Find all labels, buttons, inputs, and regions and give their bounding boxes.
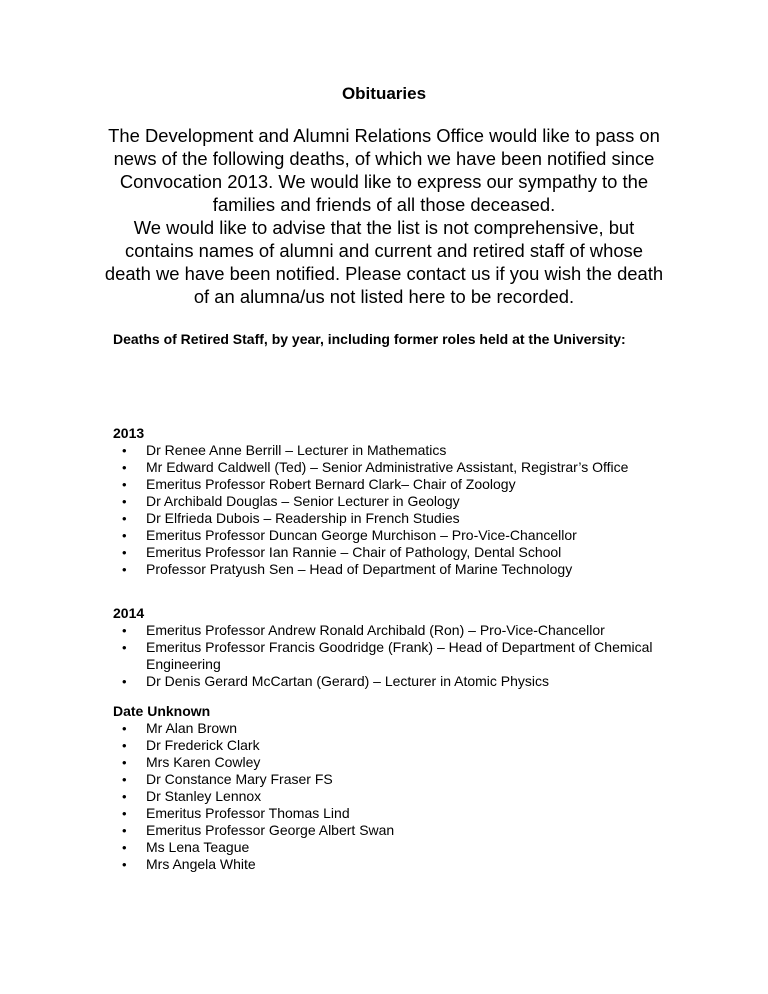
obituary-list (113, 720, 673, 873)
year-group-2014 (113, 605, 673, 690)
list-item: • Emeritus Professor Robert Bernard Clark– Chair of Zoology (113, 476, 656, 493)
list-item: • Dr Denis Gerard McCartan (Gerard) – Lecturer in Atomic Physics (113, 673, 656, 690)
year-heading: Date Unknown (113, 703, 211, 719)
year-group-date-unknown (113, 703, 673, 873)
obituary-list (113, 442, 673, 578)
obituary-list (113, 622, 673, 690)
list-item: • Dr Stanley Lennox (113, 788, 656, 805)
intro-paragraph: The Development and Alumni Relations Office would like to pass on news of the following deaths, of which we have been notified since Convocation 2013. We would like to express our sympathy to the families and friends of all those deceased. (108, 125, 660, 215)
list-item: • Dr Elfrieda Dubois – Readership in French Studies (113, 510, 656, 527)
year-heading: 2014 (113, 605, 145, 621)
list-item: • Dr Renee Anne Berrill – Lecturer in Mathematics (113, 442, 656, 459)
list-item: • Mr Edward Caldwell (Ted) – Senior Administrative Assistant, Registrar’s Office (113, 459, 656, 476)
list-item: • Dr Constance Mary Fraser FS (113, 771, 656, 788)
list-item: • Dr Archibald Douglas – Senior Lecturer in Geology (113, 493, 656, 510)
list-item: • Emeritus Professor George Albert Swan (113, 822, 656, 839)
list-item: • Dr Frederick Clark (113, 737, 656, 754)
section-heading: Deaths of Retired Staff, by year, including former roles held at the University: (113, 331, 626, 347)
year-group-2013 (113, 425, 673, 578)
list-item: • Emeritus Professor Ian Rannie – Chair of Pathology, Dental School (113, 544, 656, 561)
list-item: • Emeritus Professor Thomas Lind (113, 805, 656, 822)
page-title: Obituaries (341, 84, 427, 103)
year-heading: 2013 (113, 425, 145, 441)
list-item: • Emeritus Professor Andrew Ronald Archibald (Ron) – Pro-Vice-Chancellor (113, 622, 656, 639)
list-item: • Emeritus Professor Duncan George Murchison – Pro-Vice-Chancellor (113, 527, 656, 544)
list-item: • Mrs Karen Cowley (113, 754, 656, 771)
advisory-paragraph: We would like to advise that the list is not comprehensive, but contains names of alumni and current and retired staff of whose death we have been notified. Please contact us if you wish the death of an alumna/us not listed here to be recorded. (104, 217, 664, 307)
list-item: • Ms Lena Teague (113, 839, 656, 856)
list-item: • Emeritus Professor Francis Goodridge (Frank) – Head of Department of Chemical Engineering (113, 639, 656, 673)
list-item: • Mrs Angela White (113, 856, 656, 873)
list-item: • Mr Alan Brown (113, 720, 656, 737)
list-item: • Professor Pratyush Sen – Head of Department of Marine Technology (113, 561, 656, 578)
